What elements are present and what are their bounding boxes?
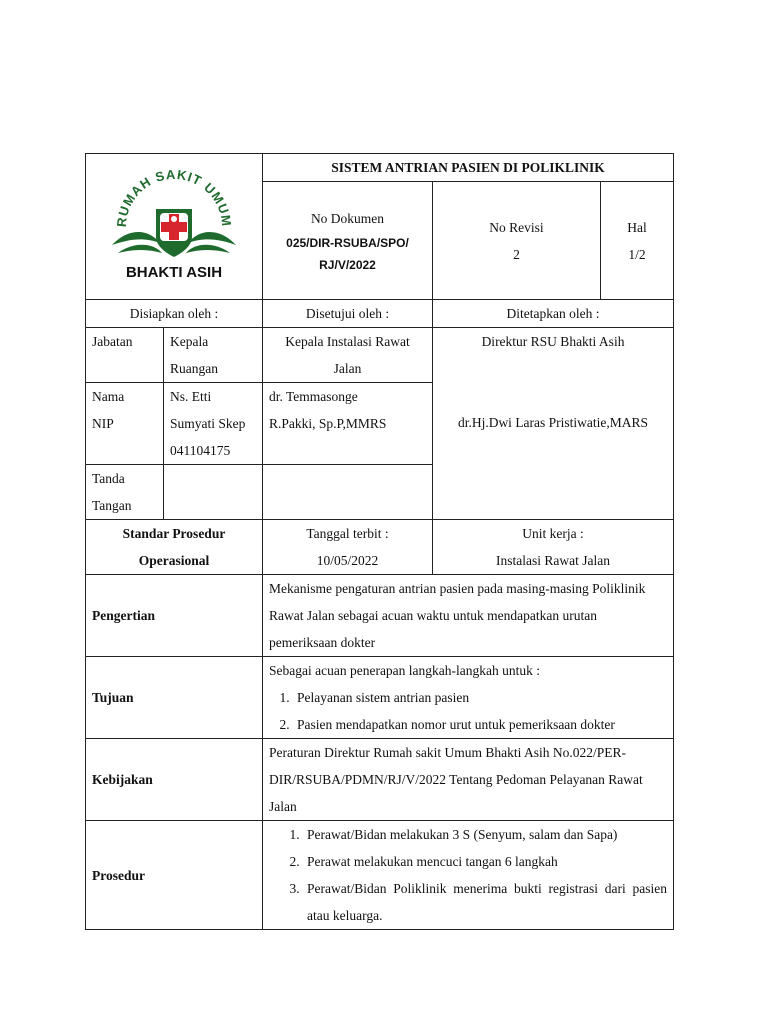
hal-cell — [601, 182, 674, 300]
list-item: 2. Perawat melakukan mencuci tangan 6 langkah — [303, 848, 667, 875]
jabatan-approver-line-2: Jalan — [333, 361, 362, 376]
prosedur-label: Prosedur — [86, 821, 263, 930]
logo-arc-text: RUMAH SAKIT UMUM — [113, 166, 235, 228]
unit-kerja-cell — [433, 520, 674, 575]
sop-table — [85, 153, 674, 930]
tujuan-intro: Sebagai acuan penerapan langkah-langkah untuk : — [269, 663, 541, 678]
disiapkan-header: Disiapkan oleh : — [86, 300, 263, 328]
nip-label: NIP — [92, 416, 114, 431]
no-revisi-label: No Revisi — [489, 219, 544, 235]
hal-label: Hal — [627, 219, 647, 235]
nip-preparer: 041104175 — [170, 443, 231, 458]
list-item: 2. Pasien mendapatkan nomor urut untuk pemeriksaan dokter — [293, 711, 667, 738]
tujuan-list — [269, 684, 667, 738]
no-revisi-cell — [433, 182, 601, 300]
spo-label-cell — [86, 520, 263, 575]
spacer — [439, 355, 667, 409]
kebijakan-label: Kebijakan — [86, 739, 263, 821]
director-cell — [433, 328, 674, 520]
prosedur-content — [263, 821, 674, 930]
kebijakan-text: Peraturan Direktur Rumah sakit Umum Bhakti Asih No.022/PER-DIR/RSUBA/PDMN/RJ/V/2022 Tentang Pedoman Pelayanan Rawat Jalan — [263, 739, 674, 821]
jabatan-preparer-line-1: Kepala — [170, 334, 209, 349]
jabatan-approver — [263, 328, 433, 383]
signature-preparer — [164, 465, 263, 520]
tanggal-terbit-cell — [263, 520, 433, 575]
nama-label: Nama — [92, 389, 125, 404]
no-dokumen-value-1: 025/DIR-RSUBA/SPO/ — [286, 236, 409, 250]
nama-approver — [263, 383, 433, 465]
spo-label-line-1: Standar Prosedur — [122, 526, 226, 541]
signature-approver — [263, 465, 433, 520]
jabatan-director: Direktur RSU Bhakti Asih — [481, 334, 625, 349]
nama-preparer-line-1: Ns. Etti — [170, 389, 212, 404]
tujuan-label: Tujuan — [86, 657, 263, 739]
jabatan-preparer-line-2: Ruangan — [170, 361, 218, 376]
tanda-tangan-label — [86, 465, 164, 520]
pengertian-text: Mekanisme pengaturan antrian pasien pada masing-masing Poliklinik Rawat Jalan sebagai acuan waktu untuk mendapatkan urutan pemeriksaan dokter — [263, 575, 674, 657]
logo-name: BHAKTI ASIH — [125, 264, 223, 281]
sop-document — [85, 153, 673, 930]
ditetapkan-header: Ditetapkan oleh : — [433, 300, 674, 328]
no-dokumen-cell — [263, 182, 433, 300]
tanda-label-line-2: Tangan — [92, 498, 132, 513]
tanggal-terbit-value: 10/05/2022 — [316, 553, 379, 568]
pengertian-label: Pengertian — [86, 575, 263, 657]
nama-nip-label-cell — [86, 383, 164, 465]
document-title: SISTEM ANTRIAN PASIEN DI POLIKLINIK — [263, 154, 674, 182]
nama-preparer — [164, 383, 263, 465]
no-revisi-value: 2 — [513, 246, 520, 262]
list-item: 1. Pelayanan sistem antrian pasien — [293, 684, 667, 711]
hospital-logo-cell — [86, 154, 263, 300]
hospital-logo — [104, 157, 244, 287]
tanggal-terbit-label: Tanggal terbit : — [306, 526, 389, 541]
unit-kerja-value: Instalasi Rawat Jalan — [496, 553, 610, 568]
spo-label-line-2: Operasional — [138, 553, 210, 568]
nama-director: dr.Hj.Dwi Laras Pristiwatie,MARS — [457, 415, 649, 430]
disetujui-header: Disetujui oleh : — [263, 300, 433, 328]
jabatan-approver-line-1: Kepala Instalasi Rawat — [285, 334, 410, 349]
tanda-label-line-1: Tanda — [92, 471, 125, 486]
tujuan-content — [263, 657, 674, 739]
no-dokumen-value-2: RJ/V/2022 — [319, 258, 376, 272]
jabatan-preparer — [164, 328, 263, 383]
nama-preparer-line-2: Sumyati Skep — [170, 416, 246, 431]
list-item: 3. Perawat/Bidan Poliklinik menerima bukti registrasi dari pasien atau keluarga. — [303, 875, 667, 929]
prosedur-list — [269, 821, 667, 929]
hal-value: 1/2 — [628, 246, 646, 262]
nama-approver-line-2: R.Pakki, Sp.P,MMRS — [269, 416, 387, 431]
unit-kerja-label: Unit kerja : — [522, 526, 584, 541]
no-dokumen-label: No Dokumen — [310, 211, 385, 226]
jabatan-label: Jabatan — [86, 328, 164, 383]
list-item: 1. Perawat/Bidan melakukan 3 S (Senyum, salam dan Sapa) — [303, 821, 667, 848]
nama-approver-line-1: dr. Temmasonge — [269, 389, 358, 404]
